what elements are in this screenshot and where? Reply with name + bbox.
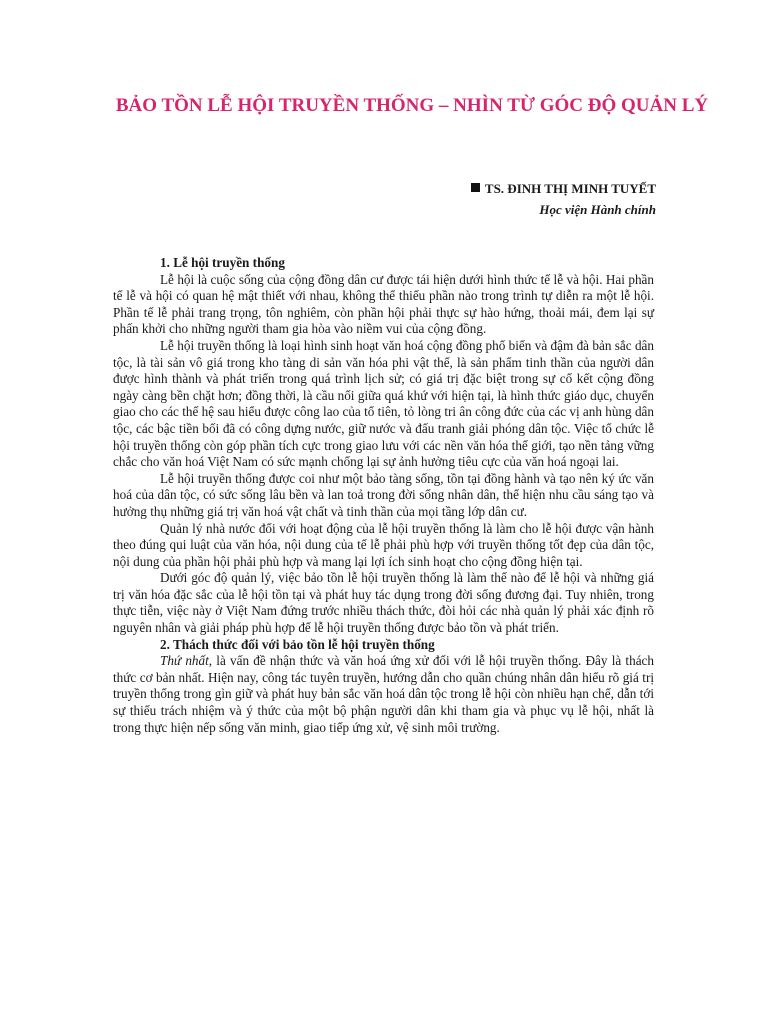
paragraph xyxy=(113,653,654,736)
paragraph: Quản lý nhà nước đối với hoạt động của lễ hội truyền thống là làm cho lễ hội được vận hành theo đúng qui luật của văn hóa, nội dung của tế lễ phải phù hợp với truyền thống tốt đẹp của dân tộc, nội dung của phần hội phải phù hợp và mang lại lợi ích sinh hoạt cho cộng đồng hiện tại. xyxy=(113,520,654,569)
lead-italic-text: Thứ nhất xyxy=(160,653,209,669)
paragraph: Lễ hội truyền thống là loại hình sinh hoạt văn hoá cộng đồng phổ biến và đậm đà bản sắc dân tộc, là tài sản vô giá trong kho tàng di sản văn hóa phi vật thể, là sản phẩm tinh thần của người dân được hình thành và phát triển trong quá trình lịch sử; có giá trị đặc biệt trong sự cố kết cộng đồng ngày càng bền chặt hơn; đồng thời, là cầu nối giữa quá khứ với hiện tại, là hình thức giáo dục, chuyển giao cho các thế hệ sau hiểu được công lao của tổ tiên, tỏ lòng tri ân công đức của các vị anh hùng dân tộc, các bậc tiền bối đã có công dựng nước, giữ nước và đấu tranh giải phóng dân tộc. Việc tổ chức lễ hội truyền thống còn góp phần tích cực trong giao lưu với các nền văn hóa thế giới, tạo nền tảng vững chắc cho văn hoá Việt Nam có sức mạnh chống lại sự ảnh hưởng tiêu cực của văn hoá ngoại lai. xyxy=(113,337,654,470)
square-bullet-icon xyxy=(471,183,480,192)
lead-rest-text: , là vấn đề nhận thức và văn hoá ứng xử đối với lễ hội truyền thống. Đây là thách thức cơ bản nhất. Hiện nay, công tác tuyên truyền, hướng dẫn cho quần chúng nhân dân hiểu rõ giá trị truyền thống trong gìn giữ và phát huy bản sắc văn hoá dân tộc trong lễ hội còn nhiều hạn chế, dẫn tới sự thiếu trách nhiệm và ý thức của một bộ phận người dân khi tham gia và phục vụ lễ hội, nhất là trong thực hiện nếp sống văn minh, giao tiếp ứng xử, vệ sinh môi trường. xyxy=(113,653,654,735)
document-title: BẢO TỒN LỄ HỘI TRUYỀN THỐNG – NHÌN TỪ GÓC ĐỘ QUẢN LÝ xyxy=(115,95,709,116)
author-affiliation: Học viện Hành chính xyxy=(539,202,656,217)
paragraph: Dưới góc độ quản lý, việc bảo tồn lễ hội truyền thống là làm thế nào để lễ hội và những giá trị văn hóa đặc sắc của lễ hội tồn tại và phát huy tác dụng trong đời sống đương đại. Tuy nhiên, trong thực tiễn, việc này ở Việt Nam đứng trước nhiều thách thức, đòi hỏi các nhà quản lý phải xác định rõ nguyên nhân và giải pháp phù hợp để lễ hội truyền thống được bảo tồn và phát triển. xyxy=(113,570,654,636)
paragraph: Lễ hội là cuộc sống của cộng đồng dân cư được tái hiện dưới hình thức tế lễ và hội. Hai phần tế lễ và hội có quan hệ mật thiết với nhau, không thể thiếu phần nào trong trình tự diễn ra một lễ hội. Phần tế lễ phải trang trọng, tôn nghiêm, còn phần hội phải thực sự hào hứng, thoải mái, đem lại sự phấn khởi cho những người tham gia hòa vào niềm vui của cộng đồng. xyxy=(113,271,654,337)
article-body xyxy=(113,255,654,736)
author-block xyxy=(300,181,656,218)
section-heading-2: 2. Thách thức đối với bảo tồn lễ hội truyền thống xyxy=(160,636,435,652)
paragraph: Lễ hội truyền thống được coi như một bảo tàng sống, tồn tại đồng hành và tạo nên ký ức văn hoá của dân tộc, có sức sống lâu bền và lan toả trong đời sống nhân dân, thể hiện nhu cầu sáng tạo và hưởng thụ những giá trị văn hoá vật chất và tinh thần của mọi tầng lớp dân cư. xyxy=(113,470,654,519)
author-line xyxy=(300,181,656,197)
author-name: TS. ĐINH THỊ MINH TUYẾT xyxy=(484,181,656,196)
section-heading-1: 1. Lễ hội truyền thống xyxy=(160,255,285,270)
